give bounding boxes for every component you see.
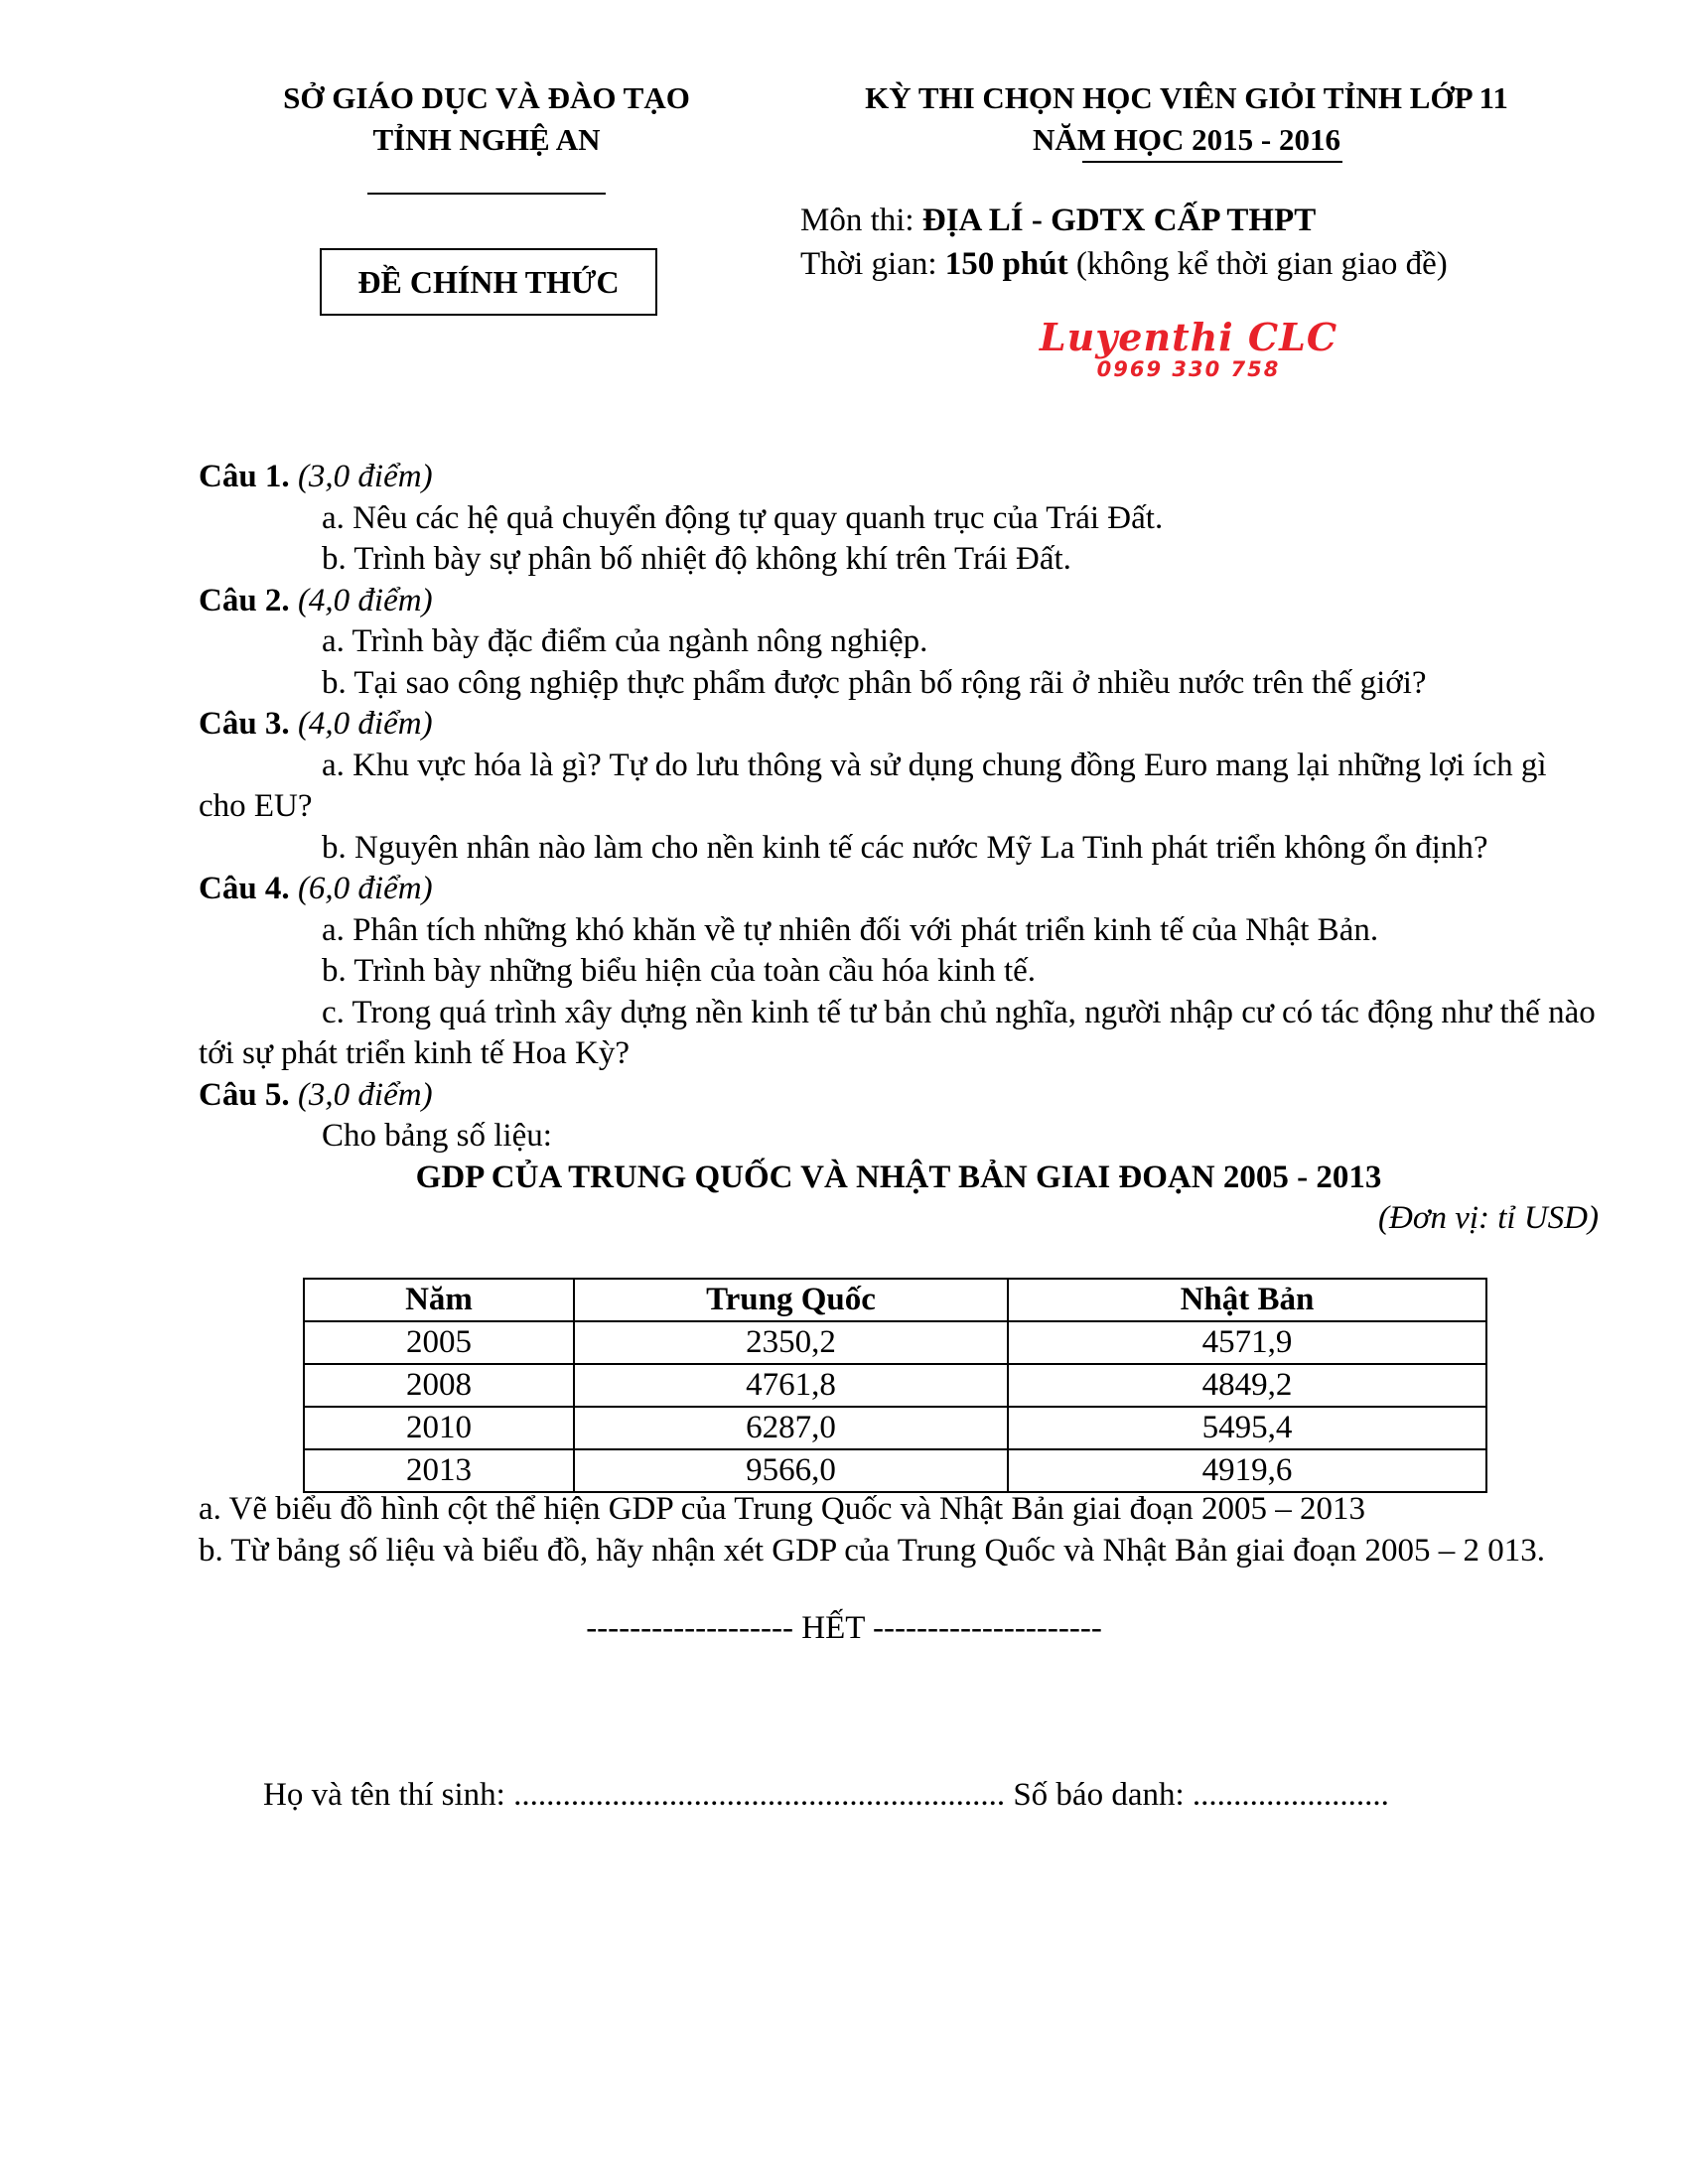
column-header: Trung Quốc	[574, 1279, 1008, 1321]
question-points: (6,0 điểm)	[297, 871, 433, 906]
question-points: (4,0 điểm)	[297, 582, 433, 618]
question-title	[199, 1075, 1599, 1117]
table-cell: 4761,8	[574, 1364, 1008, 1407]
table-cell: 2013	[304, 1449, 574, 1492]
question-number: Câu 5.	[199, 1076, 290, 1113]
table-cell: 2005	[304, 1321, 574, 1364]
column-header: Nhật Bản	[1008, 1279, 1486, 1321]
department-name: SỞ GIÁO DỤC VÀ ĐÀO TẠO	[283, 80, 690, 115]
column-header: Năm	[304, 1279, 574, 1321]
name-blank: ............................................................	[513, 1777, 1006, 1813]
question-title	[199, 869, 1599, 910]
end-marker: ------------------- HẾT ---------------------	[586, 1610, 1102, 1646]
school-year: NĂM HỌC 2015 - 2016	[1033, 122, 1340, 157]
id-label: Số báo danh:	[1005, 1777, 1193, 1813]
table-unit: (Đơn vị: tỉ USD)	[1378, 1200, 1599, 1236]
questions	[199, 457, 1599, 1240]
table-cell: 6287,0	[574, 1407, 1008, 1449]
question-number: Câu 3.	[199, 706, 290, 742]
gdp-table	[303, 1278, 1487, 1493]
time-label: Thời gian:	[800, 246, 945, 282]
table-cell: 4919,6	[1008, 1449, 1486, 1492]
table-row	[304, 1321, 1486, 1364]
issuer-block	[228, 77, 745, 195]
task-item: b. Từ bảng số liệu và biểu đồ, hãy nhận xét GDP của Trung Quốc và Nhật Bản giai đoạn 2005 – 2 013.	[199, 1532, 1546, 1569]
table-row	[304, 1449, 1486, 1492]
question-item: a. Phân tích những khó khăn về tự nhiên đối với phát triển kinh tế của Nhật Bản.	[322, 911, 1379, 948]
table-cell: 2008	[304, 1364, 574, 1407]
exam-title-block	[794, 77, 1579, 161]
question-title	[199, 457, 1599, 498]
question-points: (4,0 điểm)	[297, 706, 433, 742]
table-cell: 9566,0	[574, 1449, 1008, 1492]
question-item: b. Tại sao công nghiệp thực phẩm được phân bố rộng rãi ở nhiều nước trên thế giới?	[322, 664, 1427, 701]
question-number: Câu 4.	[199, 871, 290, 906]
question-item: a. Nêu các hệ quả chuyển động tự quay quanh trục của Trái Đất.	[322, 499, 1164, 536]
table-cell: 4849,2	[1008, 1364, 1486, 1407]
table-cell: 2350,2	[574, 1321, 1008, 1364]
official-stamp: ĐỀ CHÍNH THỨC	[320, 248, 657, 316]
brand-logo	[1035, 315, 1342, 381]
question-item: b. Nguyên nhân nào làm cho nền kinh tế các nước Mỹ La Tinh phát triển không ổn định?	[322, 829, 1488, 866]
exam-title: KỲ THI CHỌN HỌC VIÊN GIỎI TỈNH LỚP 11	[865, 80, 1508, 115]
table-cell: 5495,4	[1008, 1407, 1486, 1449]
question-number: Câu 2.	[199, 582, 290, 618]
question-item: a. Trình bày đặc điểm của ngành nông nghiệp.	[322, 623, 928, 659]
time-value: 150 phút	[944, 246, 1068, 282]
province-name: TỈNH NGHỆ AN	[372, 122, 601, 157]
brand-name: Luyenthi CLC	[1039, 315, 1338, 359]
subject-value: ĐỊA LÍ - GDTX CẤP THPT	[921, 203, 1317, 238]
time-note: (không kể thời gian giao đề)	[1067, 246, 1448, 282]
divider	[367, 193, 606, 195]
question-item: c. Trong quá trình xây dựng nền kinh tế tư bản chủ nghĩa, người nhập cư có tác động như thế nào tới sự phát triển kinh tế Hoa Kỳ?	[199, 994, 1596, 1071]
table-row	[304, 1407, 1486, 1449]
table-tasks	[199, 1489, 1599, 1571]
subject-info	[800, 199, 1448, 286]
question-points: (3,0 điểm)	[297, 459, 433, 494]
question-title	[199, 704, 1599, 746]
table-cell: 4571,9	[1008, 1321, 1486, 1364]
question-points: (3,0 điểm)	[297, 1076, 433, 1113]
time-line	[800, 242, 1448, 286]
table-row	[304, 1364, 1486, 1407]
table-title: GDP CỦA TRUNG QUỐC VÀ NHẬT BẢN GIAI ĐOẠN 2005 - 2013	[415, 1159, 1382, 1195]
subject-label: Môn thi:	[800, 203, 922, 238]
table-header-row	[304, 1279, 1486, 1321]
question-item: b. Trình bày sự phân bố nhiệt độ không khí trên Trái Đất.	[322, 541, 1071, 577]
table-cell: 2010	[304, 1407, 574, 1449]
id-blank: ........................	[1192, 1777, 1389, 1813]
candidate-info-line	[263, 1777, 1389, 1814]
subject-line	[800, 199, 1448, 242]
question-item: b. Trình bày những biểu hiện của toàn cầu hóa kinh tế.	[322, 953, 1037, 989]
name-label: Họ và tên thí sinh:	[263, 1777, 514, 1813]
title-underline	[1082, 161, 1342, 163]
question-number: Câu 1.	[199, 459, 290, 494]
task-item: a. Vẽ biểu đồ hình cột thể hiện GDP của Trung Quốc và Nhật Bản giai đoạn 2005 – 2013	[199, 1491, 1365, 1527]
question-item: a. Khu vực hóa là gì? Tự do lưu thông và sử dụng chung đồng Euro mang lại những lợi ích gì cho EU?	[199, 747, 1547, 824]
question-item: Cho bảng số liệu:	[322, 1118, 552, 1154]
brand-phone: 0969 330 758	[1096, 357, 1281, 381]
question-title	[199, 581, 1599, 622]
